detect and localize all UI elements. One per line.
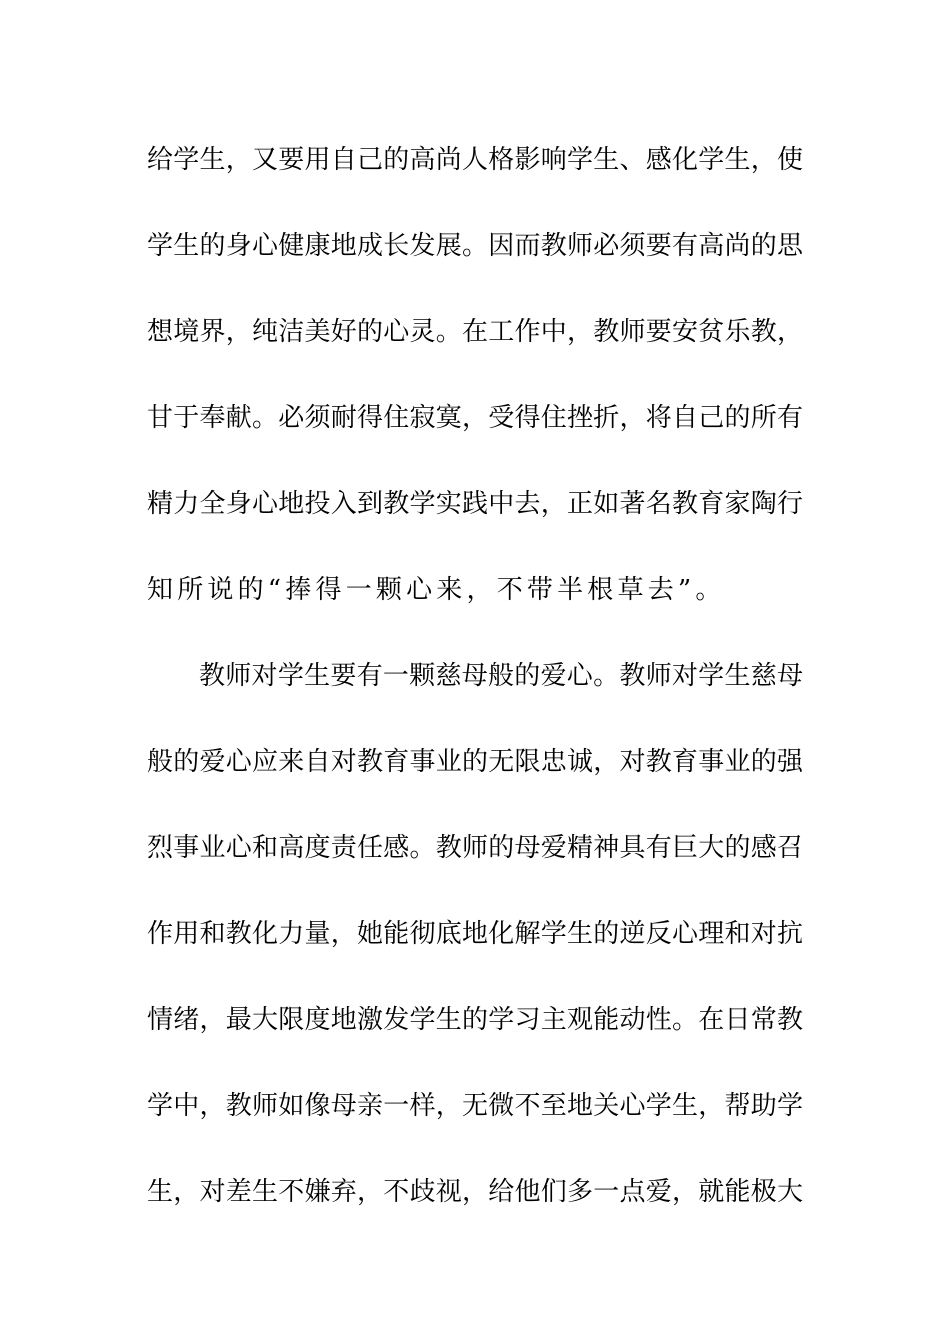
paragraph-line: 作用和教化力量，她能彻底地化解学生的逆反心理和对抗 <box>147 919 803 949</box>
paragraph-line: 甘于奉献。必须耐得住寂寞，受得住挫折，将自己的所有 <box>147 403 803 433</box>
paragraph-line: 般的爱心应来自对教育事业的无限忠诚，对教育事业的强 <box>147 747 803 777</box>
paragraph-line: 烈事业心和高度责任感。教师的母爱精神具有巨大的感召 <box>147 833 803 863</box>
paragraph-line: 情绪，最大限度地激发学生的学习主观能动性。在日常教 <box>147 1005 803 1035</box>
paragraph-line: 知所说的“捧得一颗心来，不带半根草去”。 <box>147 575 726 605</box>
paragraph-line: 给学生，又要用自己的高尚人格影响学生、感化学生，使 <box>147 145 803 175</box>
paragraph-line: 想境界，纯洁美好的心灵。在工作中，教师要安贫乐教， <box>147 317 803 347</box>
paragraph-line: 精力全身心地投入到教学实践中去，正如著名教育家陶行 <box>147 489 803 519</box>
paragraph-line: 生，对差生不嫌弃，不歧视，给他们多一点爱，就能极大 <box>147 1177 803 1207</box>
paragraph-line: 学生的身心健康地成长发展。因而教师必须要有高尚的思 <box>147 231 803 261</box>
paragraph-first-line: 教师对学生要有一颗慈母般的爱心。教师对学生慈母 <box>199 661 803 691</box>
paragraph-line: 学中，教师如像母亲一样，无微不至地关心学生，帮助学 <box>147 1091 803 1121</box>
